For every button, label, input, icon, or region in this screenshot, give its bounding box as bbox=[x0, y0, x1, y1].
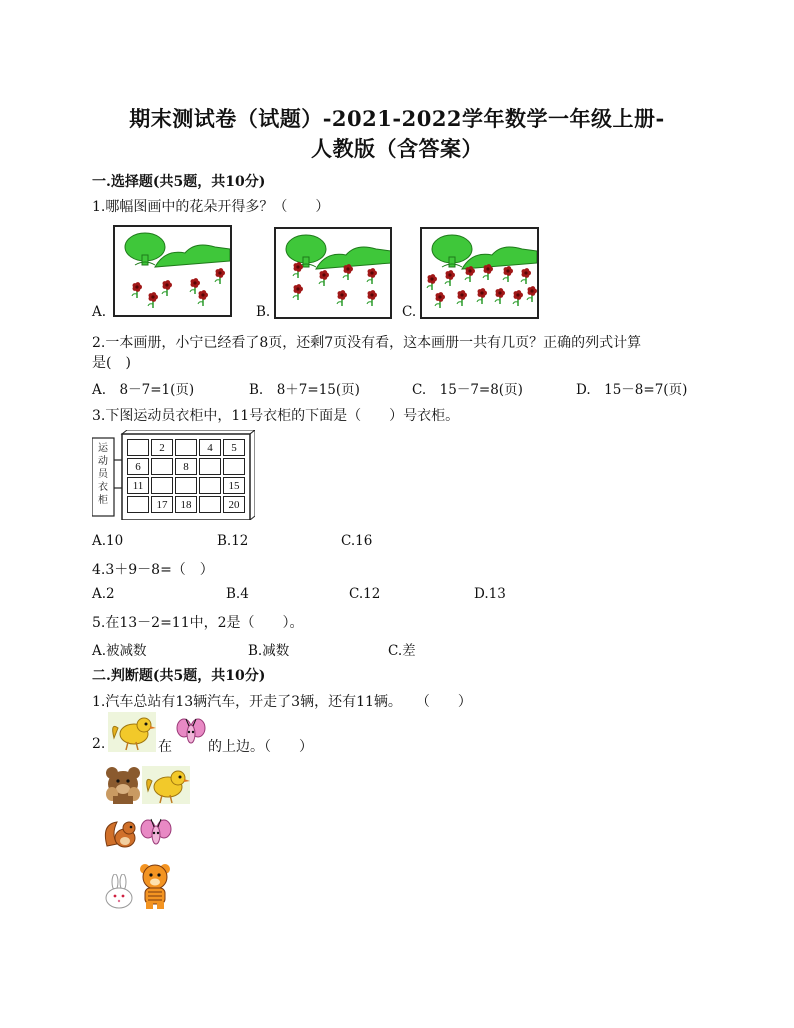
flower-scene-b bbox=[276, 229, 390, 317]
locker-cell bbox=[199, 458, 221, 475]
flower-scene-a bbox=[115, 227, 230, 315]
locker-cell: 18 bbox=[175, 496, 197, 513]
s2-q2-mid: 在 bbox=[158, 739, 172, 755]
q1-label-c: C. bbox=[402, 304, 417, 320]
q2-text-line2: 是( ) bbox=[92, 355, 131, 371]
q4-text: 4.3＋9－8=（ ） bbox=[92, 562, 214, 578]
q4-option-a[interactable]: A.2 bbox=[92, 586, 115, 602]
locker-grid bbox=[127, 439, 245, 513]
flower-scene-c bbox=[422, 229, 537, 317]
q1-picture-c[interactable] bbox=[420, 227, 539, 319]
locker-cell bbox=[223, 458, 245, 475]
locker-cell bbox=[127, 496, 149, 513]
locker-cell: 17 bbox=[151, 496, 173, 513]
q5-text: 5.在13－2=11中，2是（ ）。 bbox=[92, 615, 304, 631]
q3-option-c[interactable]: C.16 bbox=[341, 533, 373, 549]
butterfly-icon bbox=[176, 716, 206, 750]
locker-cell: 4 bbox=[199, 439, 221, 456]
locker-cell bbox=[151, 458, 173, 475]
q1-picture-a[interactable] bbox=[113, 225, 232, 317]
locker-cell: 8 bbox=[175, 458, 197, 475]
q2-option-c[interactable]: C. 15－7=8(页) bbox=[412, 382, 523, 398]
bear-icon bbox=[103, 764, 143, 804]
q2-option-b[interactable]: B. 8＋7=15(页) bbox=[249, 382, 360, 398]
locker-cell: 15 bbox=[223, 477, 245, 494]
q2-text-line1: 2.一本画册，小宁已经看了8页，还剩7页没有看，这本画册一共有几页？正确的列式计算 bbox=[92, 335, 642, 351]
doc-title-line2: 人教版（含答案） bbox=[311, 136, 483, 161]
locker-label: 运 动 员 衣 柜 bbox=[98, 443, 108, 506]
s2-q1-text: 1.汽车总站有13辆汽车，开走了3辆，还有11辆。 （ ） bbox=[92, 694, 472, 710]
q2-option-a[interactable]: A. 8－7=1(页) bbox=[92, 382, 195, 398]
locker-cell bbox=[175, 439, 197, 456]
locker-cell bbox=[151, 477, 173, 494]
locker-cell bbox=[175, 477, 197, 494]
s2-q2-number: 2. bbox=[92, 736, 106, 752]
tiger-icon bbox=[138, 862, 172, 910]
section1-heading: 一.选择题(共5题，共10分) bbox=[92, 174, 266, 190]
q4-option-c[interactable]: C.12 bbox=[349, 586, 381, 602]
locker-cell: 11 bbox=[127, 477, 149, 494]
butterfly-icon-row2 bbox=[140, 816, 172, 850]
rabbit-icon bbox=[102, 874, 138, 910]
locker-cell: 6 bbox=[127, 458, 149, 475]
q4-option-b[interactable]: B.4 bbox=[226, 586, 249, 602]
locker-cell bbox=[199, 477, 221, 494]
q1-label-b: B. bbox=[256, 304, 271, 320]
locker-cell: 20 bbox=[223, 496, 245, 513]
q3-option-a[interactable]: A.10 bbox=[92, 533, 124, 549]
q2-option-d[interactable]: D. 15－8=7(页) bbox=[576, 382, 688, 398]
q5-option-a[interactable]: A.被减数 bbox=[92, 643, 147, 659]
doc-title-line1: 期末测试卷（试题）-2021-2022学年数学一年级上册- bbox=[129, 106, 665, 131]
q5-option-b[interactable]: B.减数 bbox=[248, 643, 290, 659]
q1-text: 1.哪幅图画中的花朵开得多？（ ） bbox=[92, 199, 330, 215]
s2-q2-tail: 的上边。（ ） bbox=[208, 739, 313, 755]
locker-cell: 2 bbox=[151, 439, 173, 456]
bird-icon-row1 bbox=[142, 766, 190, 804]
q3-text: 3.下图运动员衣柜中，11号衣柜的下面是（ ）号衣柜。 bbox=[92, 408, 460, 424]
locker-cabinet bbox=[92, 430, 255, 520]
locker-cell: 5 bbox=[223, 439, 245, 456]
locker-cell bbox=[127, 439, 149, 456]
bird-icon bbox=[108, 712, 156, 752]
squirrel-icon bbox=[103, 816, 139, 850]
locker-cell bbox=[199, 496, 221, 513]
q5-option-c[interactable]: C.差 bbox=[388, 643, 416, 659]
q4-option-d[interactable]: D.13 bbox=[474, 586, 506, 602]
section2-heading: 二.判断题(共5题，共10分) bbox=[92, 668, 266, 684]
q1-label-a: A. bbox=[92, 304, 107, 320]
q1-picture-b[interactable] bbox=[274, 227, 392, 319]
q3-option-b[interactable]: B.12 bbox=[217, 533, 249, 549]
